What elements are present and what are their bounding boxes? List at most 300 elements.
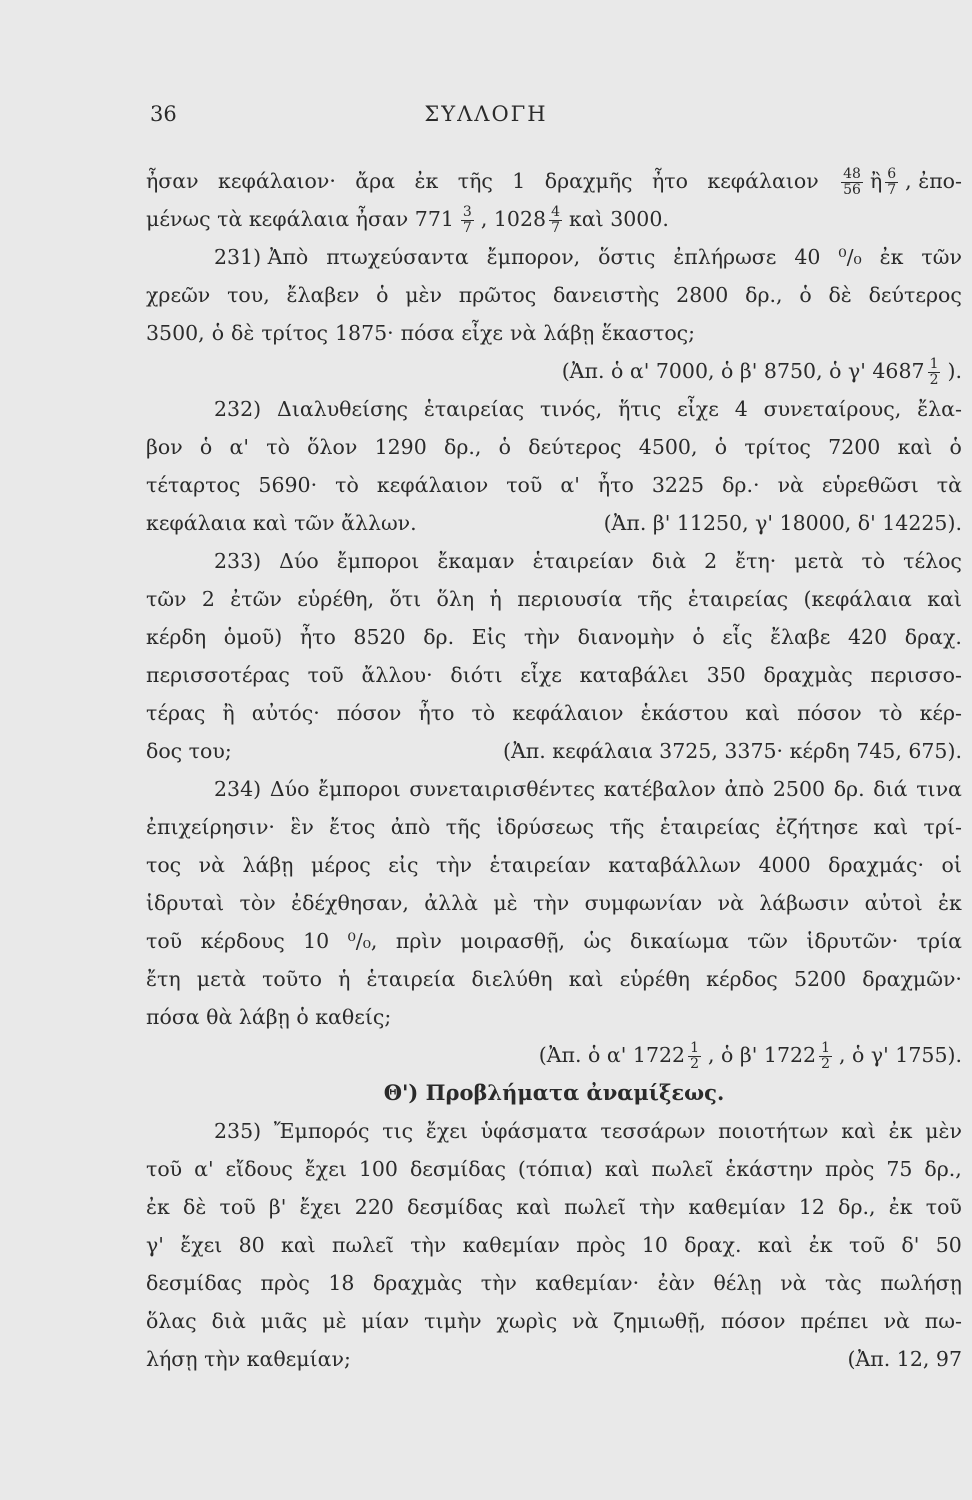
- text-line: [146, 352, 962, 390]
- word: λήσῃ τὴν καθεμίαν;: [146, 1347, 351, 1371]
- word: καθεμίαν·: [535, 1271, 640, 1295]
- word: διότι: [450, 663, 503, 687]
- word: ἐπιχείρησιν·: [146, 815, 275, 839]
- fraction-denominator: 7: [462, 220, 472, 236]
- word: νὰ: [780, 1271, 807, 1295]
- word: τῶν: [747, 929, 788, 953]
- word: πόσα θὰ λάβῃ ὁ καθείς;: [146, 1005, 392, 1029]
- word: τῆς: [609, 815, 645, 839]
- word: νὰ: [572, 1309, 599, 1333]
- word: ὁ: [211, 321, 225, 345]
- word: 2500: [772, 777, 826, 801]
- word: 3500,: [146, 321, 205, 345]
- text-line: [146, 1150, 962, 1188]
- word: ἀλλὰ: [424, 891, 478, 915]
- word: καθεμίαν: [462, 1233, 560, 1257]
- word: μὲ: [322, 1309, 347, 1333]
- word: μένως τὰ κεφάλαια ἦσαν 771: [146, 207, 454, 231]
- word: τινός,: [539, 397, 603, 421]
- word: δρ.,: [924, 1157, 962, 1181]
- word: τὴν: [523, 625, 560, 649]
- word: πωλεῖ: [564, 1195, 626, 1219]
- word: καὶ: [281, 1233, 316, 1257]
- word: δεσμίδας: [409, 1157, 506, 1181]
- word: β': [268, 1195, 287, 1219]
- word: θέλῃ: [713, 1271, 762, 1295]
- word: ἔχει: [180, 1233, 223, 1257]
- text-line: [146, 390, 962, 428]
- word: ἐτῶν: [230, 587, 282, 611]
- word: ὅτι: [389, 587, 422, 611]
- word: ἱδρύσεως: [496, 815, 594, 839]
- word: εὑρεθῶσι: [821, 473, 919, 497]
- word: ἐδέχθησαν,: [291, 891, 409, 915]
- word: α': [229, 435, 249, 459]
- word: ἔτος: [329, 815, 376, 839]
- word: διὰ: [651, 549, 687, 573]
- word: καὶ: [757, 1233, 793, 1257]
- word: 234): [214, 777, 262, 801]
- inline-text: ).: [947, 359, 962, 383]
- word: τὰς: [825, 1271, 862, 1295]
- word: τρίτος: [744, 435, 811, 459]
- word: τοῦ: [848, 1233, 886, 1257]
- word: κατέβαλον: [603, 777, 716, 801]
- text-line: [146, 466, 962, 504]
- text-line: [146, 428, 962, 466]
- word: 2800: [676, 283, 729, 307]
- word: 80: [238, 1233, 265, 1257]
- word: καὶ: [897, 435, 933, 459]
- word: διά: [873, 777, 908, 801]
- word: ἔλα-: [917, 397, 962, 421]
- word: τοῦ: [506, 473, 543, 497]
- word: ἀπὸ: [390, 815, 431, 839]
- word: δὲ: [828, 283, 852, 307]
- inline-text: , ἐπο-: [905, 169, 962, 193]
- word: ἔχει: [425, 1119, 468, 1143]
- page-number: 36: [150, 102, 177, 126]
- word: πω-: [924, 1309, 962, 1333]
- word: κέρδη: [146, 625, 207, 649]
- word: πωλεῖ: [332, 1233, 394, 1257]
- word: 12: [798, 1195, 825, 1219]
- word: ὁ: [692, 625, 705, 649]
- word: τοῦ: [146, 929, 183, 953]
- word: τὸ: [878, 701, 903, 725]
- word: καὶ: [568, 967, 604, 991]
- word: ἡ: [338, 967, 351, 991]
- word: χωρὶς: [496, 1309, 558, 1333]
- word: δὲ: [231, 321, 255, 345]
- text-line: [146, 1188, 962, 1226]
- inline-text: καὶ 3000.: [568, 207, 669, 231]
- word: μέρος: [310, 853, 371, 877]
- text-line: [146, 618, 962, 656]
- word: τὸ: [266, 435, 290, 459]
- word: ἑταιρείας: [687, 587, 789, 611]
- word: ἐκ: [938, 891, 962, 915]
- word: δ': [901, 1233, 920, 1257]
- word: ἑταιρείας: [659, 815, 761, 839]
- fraction-denominator: 2: [690, 1056, 700, 1072]
- word: ὁ: [498, 435, 512, 459]
- inline-text: ἢ: [869, 169, 883, 193]
- word: τὴν: [435, 853, 473, 877]
- word: τῶν: [921, 245, 962, 269]
- word: 220: [354, 1195, 394, 1219]
- word: 40: [794, 245, 821, 269]
- word: ἔκαμαν: [437, 549, 515, 573]
- fraction-group: [838, 162, 962, 200]
- word: δικαίωμα: [630, 929, 730, 953]
- word: εἴδους: [225, 1157, 293, 1181]
- text-line: [146, 1226, 962, 1264]
- word: τὴν: [480, 1271, 517, 1295]
- word: α': [560, 473, 580, 497]
- word: ἑκάστου: [640, 701, 729, 725]
- word: τὸ: [335, 473, 359, 497]
- word: λάβῃ: [543, 321, 595, 345]
- word: συνεταιρισθέντες: [409, 777, 596, 801]
- word: γ': [146, 1233, 164, 1257]
- word: δραχμῆς: [544, 169, 633, 193]
- word: 4: [734, 397, 748, 421]
- word: τοῦτο: [262, 967, 322, 991]
- word: ἐκ: [808, 1233, 833, 1257]
- word: ὁ: [199, 435, 213, 459]
- word: ἔμπορον,: [486, 245, 581, 269]
- word: ἄρα: [355, 169, 396, 193]
- word: 10: [641, 1233, 668, 1257]
- word: μὲν: [925, 1119, 962, 1143]
- word: καὶ: [745, 701, 781, 725]
- word: 75: [886, 1157, 913, 1181]
- word: διανομὴν: [577, 625, 675, 649]
- word: 4500,: [638, 435, 698, 459]
- word: δρ.: [423, 625, 455, 649]
- word: τοῦ: [925, 1195, 962, 1219]
- word: ἑταιρείαν: [489, 853, 591, 877]
- word: καθεμίαν: [688, 1195, 786, 1219]
- fraction: [461, 205, 474, 236]
- word: ⁰/₀,: [347, 929, 378, 953]
- word: περιουσία: [517, 587, 623, 611]
- text-line: [146, 1036, 962, 1074]
- word: δανειστὴς: [552, 283, 660, 307]
- text-line: [146, 580, 962, 618]
- word: καὶ: [841, 1119, 876, 1143]
- word: δραχμὰς: [763, 663, 853, 687]
- word: εἰς: [388, 853, 419, 877]
- word: ἓν: [290, 815, 314, 839]
- word: δρ.·: [722, 473, 760, 497]
- word: ἦσαν: [146, 169, 199, 193]
- word: καὶ: [604, 1157, 640, 1181]
- word: 10: [303, 929, 330, 953]
- word: ἐκ: [146, 1195, 170, 1219]
- word: νὰ: [883, 1309, 910, 1333]
- word: ὁ: [376, 283, 389, 307]
- word: 1290: [374, 435, 427, 459]
- text-line: [146, 1112, 962, 1150]
- word: τέταρτος: [146, 473, 241, 497]
- fraction-numerator: 4: [551, 204, 560, 220]
- word: πρὸς: [825, 1157, 875, 1181]
- fraction: [688, 1041, 701, 1072]
- fraction-denominator: 2: [821, 1056, 831, 1072]
- running-title: ΣΥΛΛΟΓΗ: [424, 102, 548, 126]
- word: ἐκ: [888, 1195, 913, 1219]
- word: κεφάλαιον·: [218, 169, 336, 193]
- word: δρ.,: [443, 435, 482, 459]
- text-line: [146, 162, 962, 200]
- word: Θ') Προβλήματα ἀναμίξεως.: [383, 1080, 725, 1105]
- word: ἔμποροι: [336, 549, 420, 573]
- word: μὲ: [493, 891, 518, 915]
- word: 5200: [793, 967, 847, 991]
- word: του,: [227, 283, 270, 307]
- word: Ἔμπορός: [273, 1119, 370, 1143]
- word: πόσον: [336, 701, 402, 725]
- word: 5690·: [258, 473, 318, 497]
- word: ἦτο: [418, 701, 455, 725]
- word: ὁ: [714, 435, 728, 459]
- word: ζημιωθῇ,: [613, 1309, 706, 1333]
- word: ἔχει: [304, 1157, 347, 1181]
- word: τὴν: [410, 1233, 447, 1257]
- inline-text: , ὁ γ' 1755).: [839, 1043, 962, 1067]
- word: δεσμίδας: [146, 1271, 242, 1295]
- word: (κεφάλαια: [803, 587, 912, 611]
- word: ὁ: [949, 435, 962, 459]
- fraction: [549, 205, 562, 236]
- word: ὅλη: [436, 587, 475, 611]
- word: τῆς: [637, 587, 673, 611]
- word: μίαν: [361, 1309, 410, 1333]
- word: δρ.,: [745, 283, 783, 307]
- word: 4000: [758, 853, 811, 877]
- word: ἐζήτησε: [775, 815, 859, 839]
- word: δεύτερος: [528, 435, 622, 459]
- word: περισσο-: [870, 663, 962, 687]
- word: διὰ: [211, 1309, 246, 1333]
- word: ἦτο: [597, 473, 634, 497]
- word: α': [194, 1157, 214, 1181]
- word: πρὶν: [395, 929, 442, 953]
- word: τῆς: [457, 169, 493, 193]
- fraction: [885, 167, 898, 198]
- word: ἔτη: [146, 967, 181, 991]
- word: ἐὰν: [657, 1271, 695, 1295]
- word: δραχμὰς: [372, 1271, 463, 1295]
- word: δραχμῶν·: [862, 967, 962, 991]
- word: τοῦ: [307, 663, 344, 687]
- word: τρίτος: [261, 321, 328, 345]
- word: πρὸς: [576, 1233, 626, 1257]
- word: ὡς: [583, 929, 612, 953]
- word: (τόπια): [517, 1157, 593, 1181]
- word: 231) Ἀπὸ: [214, 245, 309, 269]
- text-line: [146, 694, 962, 732]
- word: Δύο: [269, 777, 310, 801]
- word: ἑταιρεία: [366, 967, 456, 991]
- word: δρ.: [833, 777, 865, 801]
- word: ἔχει: [299, 1195, 342, 1219]
- word: μιᾶς: [260, 1309, 308, 1333]
- word: 2: [201, 587, 215, 611]
- word: ὁ: [799, 283, 812, 307]
- word: ἔτη·: [735, 549, 777, 573]
- word: δραχ.: [684, 1233, 742, 1257]
- fraction-denominator: 56: [843, 182, 861, 198]
- word: εὑρέθη: [619, 967, 690, 991]
- word: πόσον: [797, 701, 862, 725]
- word: ὑφάσματα: [480, 1119, 588, 1143]
- word: τέλος: [903, 549, 962, 573]
- text-line: [146, 200, 962, 238]
- word: νὰ: [198, 853, 225, 877]
- fraction-denominator: 7: [551, 220, 560, 236]
- word: (Ἀπ. ὁ α' 7000, ὁ β' 8750, ὁ γ' 4687: [561, 359, 925, 383]
- text-line: [146, 1264, 962, 1302]
- word: δεύτερος: [868, 283, 962, 307]
- word: εἶχε: [461, 321, 504, 345]
- word: καὶ: [516, 1195, 551, 1219]
- word: ἔμποροι: [318, 777, 401, 801]
- word: Εἰς: [471, 625, 507, 649]
- word: ποιοτήτων: [718, 1119, 829, 1143]
- inline-text: , 1028: [480, 207, 547, 231]
- word: καταβάλλων: [608, 853, 741, 877]
- fraction-group: [685, 1036, 962, 1074]
- word: ἕκαστος;: [601, 321, 696, 345]
- text-line: [146, 808, 962, 846]
- word: εἷς: [722, 625, 753, 649]
- word: πρὸς: [260, 1271, 310, 1295]
- word: κεφάλαιον: [376, 473, 489, 497]
- word: δεσμίδας: [407, 1195, 504, 1219]
- word: εὑρέθη,: [297, 587, 375, 611]
- fraction-group: [458, 200, 669, 238]
- word: ἐκ: [879, 245, 904, 269]
- word: τὴν: [639, 1195, 676, 1219]
- word: τοῦ: [146, 1157, 183, 1181]
- word: 233): [214, 549, 262, 573]
- word: τὸ: [471, 701, 496, 725]
- fraction-denominator: 2: [929, 372, 939, 388]
- word: μετὰ: [196, 967, 246, 991]
- word: ἐκ: [888, 1119, 913, 1143]
- word: ἦτο: [299, 625, 336, 649]
- word: νὰ: [717, 891, 744, 915]
- word: ὁμοῦ): [223, 625, 283, 649]
- word: ἄλλου·: [361, 663, 433, 687]
- word: τέρας: [146, 701, 206, 725]
- word: τὴν: [533, 891, 570, 915]
- fraction: [819, 1041, 832, 1072]
- word: πρῶτος: [458, 283, 537, 307]
- text-line: [146, 960, 962, 998]
- word: ἡ: [489, 587, 502, 611]
- word: οἱ: [941, 853, 962, 877]
- word: τρί-: [923, 815, 962, 839]
- word: τὸν: [239, 891, 276, 915]
- word: τος: [146, 853, 182, 877]
- word: μετὰ: [794, 549, 844, 573]
- fraction-numerator: 1: [929, 356, 939, 372]
- word: ἔλαβεν: [286, 283, 360, 307]
- word: πόσα: [400, 321, 455, 345]
- word: πτωχεύσαντα: [326, 245, 469, 269]
- fraction-numerator: 48: [843, 166, 861, 182]
- word: ἱδρυτῶν·: [806, 929, 899, 953]
- word: δος του;: [146, 739, 232, 763]
- word: συνεταίρους,: [763, 397, 902, 421]
- word: διελύθη: [471, 967, 553, 991]
- word: περισσοτέρας: [146, 663, 290, 687]
- word: τιμὴν: [424, 1309, 482, 1333]
- word: 8520: [353, 625, 406, 649]
- fraction-numerator: 3: [462, 204, 472, 220]
- text-line: [146, 1340, 962, 1378]
- text-line: [146, 884, 962, 922]
- section-heading: [146, 1074, 962, 1112]
- word: ἑταιρείας: [423, 397, 525, 421]
- word: λάβωσιν: [759, 891, 850, 915]
- text-line: [146, 732, 962, 770]
- word: εἶχε: [677, 397, 719, 421]
- word: αὐτός·: [251, 701, 320, 725]
- word: καταβάλει: [579, 663, 689, 687]
- word: ἐκ: [414, 169, 439, 193]
- fraction: [841, 167, 863, 198]
- word: καὶ: [927, 587, 962, 611]
- word: κεφάλαιον: [707, 169, 819, 193]
- fraction-numerator: 1: [821, 1040, 831, 1056]
- word: 1875·: [334, 321, 394, 345]
- word: ἦτο: [651, 169, 688, 193]
- fraction-numerator: 6: [887, 166, 897, 182]
- text-line: [146, 846, 962, 884]
- word: κέρδους: [200, 929, 285, 953]
- word: τοῦ: [219, 1195, 256, 1219]
- page-header: [0, 98, 972, 138]
- text-line: [146, 998, 962, 1036]
- word: βον: [146, 435, 183, 459]
- word: ἢ: [222, 701, 235, 725]
- word: 7200: [828, 435, 881, 459]
- word: 3225: [651, 473, 705, 497]
- word: τρία: [916, 929, 962, 953]
- word: 1: [512, 169, 526, 193]
- word: ἱδρυταὶ: [146, 891, 225, 915]
- word: πόσον: [720, 1309, 786, 1333]
- word: Διαλυθείσης: [277, 397, 408, 421]
- word: λάβῃ: [242, 853, 294, 877]
- word: συμφωνίαν: [584, 891, 703, 915]
- word: 350: [706, 663, 746, 687]
- word: 232): [214, 397, 262, 421]
- word: δὲ: [183, 1195, 207, 1219]
- word: ὅλον: [307, 435, 358, 459]
- word: πωλεῖ: [651, 1157, 714, 1181]
- text-line: [146, 1302, 962, 1340]
- answer-text: (Ἀπ. 12, 97: [847, 1347, 962, 1371]
- word: χρεῶν: [146, 283, 211, 307]
- text-line: [146, 276, 962, 314]
- word: νὰ: [510, 321, 537, 345]
